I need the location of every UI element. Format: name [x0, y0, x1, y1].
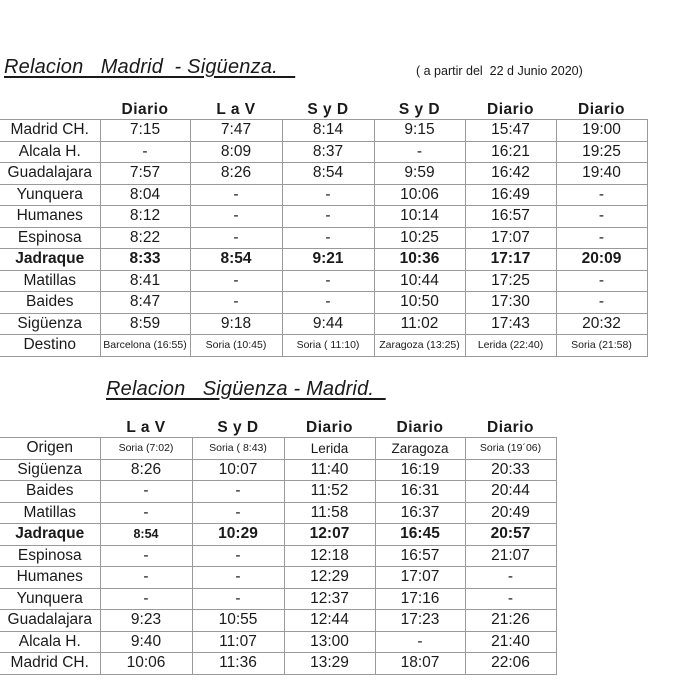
table-row [0, 567, 556, 589]
departure-time: 11:40 [284, 459, 375, 481]
departure-time: - [556, 184, 647, 206]
destination-row [0, 335, 647, 357]
departure-time: - [282, 270, 374, 292]
departure-time: 17:23 [375, 610, 465, 632]
departure-time: 9:21 [282, 249, 374, 271]
departure-time: 21:40 [465, 631, 556, 653]
station-name: Baides [0, 292, 100, 314]
departure-time: 16:37 [375, 502, 465, 524]
station-name: Guadalajara [0, 610, 100, 632]
table-row [0, 292, 647, 314]
departure-time: - [282, 184, 374, 206]
departure-time: 9:15 [374, 120, 465, 142]
departure-time: - [375, 631, 465, 653]
departure-time: 8:22 [100, 227, 190, 249]
departure-time: - [100, 588, 192, 610]
departure-time: 9:18 [190, 313, 282, 335]
departure-time: - [100, 481, 192, 503]
station-name: Alcala H. [0, 141, 100, 163]
departure-time: - [282, 227, 374, 249]
station-name: Jadraque [0, 249, 100, 271]
station-name: Baides [0, 481, 100, 503]
departure-time: 8:37 [282, 141, 374, 163]
departure-time: - [556, 292, 647, 314]
table-row [0, 313, 647, 335]
departure-time: 16:21 [465, 141, 556, 163]
departure-time: 21:07 [465, 545, 556, 567]
table-row [0, 502, 556, 524]
station-name: Humanes [0, 567, 100, 589]
station-name: Madrid CH. [0, 653, 100, 675]
departure-time: - [190, 206, 282, 228]
departure-time: 9:40 [100, 631, 192, 653]
departure-time: 19:25 [556, 141, 647, 163]
station-name: Yunquera [0, 184, 100, 206]
table-row [0, 545, 556, 567]
departure-time: 9:44 [282, 313, 374, 335]
outbound-header-row [0, 97, 647, 120]
departure-time: 12:29 [284, 567, 375, 589]
header-blank [0, 97, 100, 120]
departure-time: 12:18 [284, 545, 375, 567]
departure-time: 8:47 [100, 292, 190, 314]
departure-time: 11:52 [284, 481, 375, 503]
departure-time: 17:43 [465, 313, 556, 335]
table-row [0, 481, 556, 503]
table-row [0, 610, 556, 632]
effective-date-note: ( a partir del 22 d Junio 2020) [416, 64, 583, 78]
departure-time: 17:25 [465, 270, 556, 292]
inbound-title: Relacion Sigüenza - Madrid. [106, 378, 386, 400]
table-row [0, 249, 647, 271]
departure-time: - [192, 588, 284, 610]
station-name: Espinosa [0, 227, 100, 249]
departure-time: - [192, 545, 284, 567]
departure-time: 16:57 [375, 545, 465, 567]
departure-time: - [556, 206, 647, 228]
departure-time: - [192, 502, 284, 524]
destination-value: Lerida (22:40) [465, 335, 556, 357]
departure-time: 10:06 [100, 653, 192, 675]
column-header: S y D [217, 419, 259, 436]
column-header: Diario [121, 101, 169, 118]
departure-time: 10:36 [374, 249, 465, 271]
departure-time: 13:00 [284, 631, 375, 653]
departure-time: 20:49 [465, 502, 556, 524]
column-header: S y D [398, 101, 441, 118]
departure-time: 8:41 [100, 270, 190, 292]
departure-time: 7:47 [190, 120, 282, 142]
column-header: Diario [487, 101, 534, 118]
departure-time: 16:57 [465, 206, 556, 228]
departure-time: 17:07 [375, 567, 465, 589]
station-name: Matillas [0, 270, 100, 292]
table-row [0, 163, 647, 185]
departure-time: - [100, 567, 192, 589]
departure-time: - [190, 184, 282, 206]
departure-time: 20:33 [465, 459, 556, 481]
departure-time: 10:55 [192, 610, 284, 632]
departure-time: 12:07 [284, 524, 375, 546]
column-header: S y D [307, 101, 349, 118]
destination-value: Soria (10:45) [190, 335, 282, 357]
column-header: L a V [216, 101, 256, 118]
departure-time: 11:07 [192, 631, 284, 653]
departure-time: - [465, 588, 556, 610]
outbound-title: Relacion Madrid - Sigüenza. [4, 56, 296, 78]
table-row [0, 524, 556, 546]
departure-time: 15:47 [465, 120, 556, 142]
table-row [0, 206, 647, 228]
departure-time: 20:32 [556, 313, 647, 335]
station-name: Alcala H. [0, 631, 100, 653]
departure-time: 11:02 [374, 313, 465, 335]
departure-time: 20:57 [465, 524, 556, 546]
departure-time: 16:49 [465, 184, 556, 206]
departure-time: 18:07 [375, 653, 465, 675]
departure-time: 20:09 [556, 249, 647, 271]
column-header: Diario [306, 419, 353, 436]
station-name: Yunquera [0, 588, 100, 610]
departure-time: 17:07 [465, 227, 556, 249]
table-row [0, 141, 647, 163]
station-name: Matillas [0, 502, 100, 524]
departure-time: 12:37 [284, 588, 375, 610]
departure-time: 10:29 [192, 524, 284, 546]
origin-row [0, 438, 556, 460]
station-name: Espinosa [0, 545, 100, 567]
departure-time: - [556, 227, 647, 249]
departure-time: - [282, 206, 374, 228]
departure-time: 8:14 [282, 120, 374, 142]
inbound-timetable [0, 415, 557, 675]
departure-time: - [556, 270, 647, 292]
departure-time: 9:59 [374, 163, 465, 185]
departure-time: 17:16 [375, 588, 465, 610]
departure-time: 7:15 [100, 120, 190, 142]
departure-time: 8:33 [100, 249, 190, 271]
table-row [0, 227, 647, 249]
destination-value: Soria (21:58) [556, 335, 647, 357]
departure-time: - [374, 141, 465, 163]
departure-time: 10:07 [192, 459, 284, 481]
departure-time: 17:17 [465, 249, 556, 271]
departure-time: 8:12 [100, 206, 190, 228]
departure-time: 8:54 [100, 524, 192, 546]
departure-time: 16:45 [375, 524, 465, 546]
destination-value: Barcelona (16:55) [100, 335, 190, 357]
column-header: L a V [126, 419, 166, 436]
outbound-timetable [0, 97, 648, 357]
departure-time: - [100, 545, 192, 567]
departure-time: 10:25 [374, 227, 465, 249]
departure-time: 8:59 [100, 313, 190, 335]
table-row [0, 184, 647, 206]
departure-time: 8:09 [190, 141, 282, 163]
departure-time: 19:40 [556, 163, 647, 185]
destination-value: Zaragoza (13:25) [374, 335, 465, 357]
origin-value: Zaragoza [375, 438, 465, 460]
departure-time: 10:06 [374, 184, 465, 206]
table-row [0, 270, 647, 292]
origin-value: Lerida [284, 438, 375, 460]
departure-time: 8:26 [190, 163, 282, 185]
departure-time: 8:54 [282, 163, 374, 185]
header-blank [0, 415, 100, 438]
departure-time: 21:26 [465, 610, 556, 632]
departure-time: 10:50 [374, 292, 465, 314]
table-row [0, 653, 556, 675]
table-row [0, 588, 556, 610]
destination-label: Destino [0, 335, 100, 357]
departure-time: 7:57 [100, 163, 190, 185]
departure-time: 22:06 [465, 653, 556, 675]
departure-time: 13:29 [284, 653, 375, 675]
departure-time: 11:58 [284, 502, 375, 524]
column-header: Diario [396, 419, 444, 436]
station-name: Humanes [0, 206, 100, 228]
column-header: Diario [578, 101, 625, 118]
departure-time: 20:44 [465, 481, 556, 503]
station-name: Sigüenza [0, 459, 100, 481]
departure-time: 10:44 [374, 270, 465, 292]
inbound-header-row [0, 415, 556, 438]
table-row [0, 459, 556, 481]
table-row [0, 631, 556, 653]
origin-value: Soria (19´06) [465, 438, 556, 460]
departure-time: - [100, 141, 190, 163]
departure-time: - [190, 292, 282, 314]
departure-time: 16:19 [375, 459, 465, 481]
departure-time: 8:04 [100, 184, 190, 206]
departure-time: 9:23 [100, 610, 192, 632]
departure-time: - [190, 227, 282, 249]
departure-time: - [190, 270, 282, 292]
departure-time: 19:00 [556, 120, 647, 142]
departure-time: 11:36 [192, 653, 284, 675]
departure-time: - [282, 292, 374, 314]
departure-time: - [192, 567, 284, 589]
destination-value: Soria ( 11:10) [282, 335, 374, 357]
origin-label: Origen [0, 438, 100, 460]
column-header: Diario [487, 419, 534, 436]
departure-time: - [100, 502, 192, 524]
table-row [0, 120, 647, 142]
departure-time: 17:30 [465, 292, 556, 314]
departure-time: 16:31 [375, 481, 465, 503]
station-name: Madrid CH. [0, 120, 100, 142]
station-name: Jadraque [0, 524, 100, 546]
station-name: Sigüenza [0, 313, 100, 335]
departure-time: - [465, 567, 556, 589]
departure-time: 8:26 [100, 459, 192, 481]
departure-time: 10:14 [374, 206, 465, 228]
station-name: Guadalajara [0, 163, 100, 185]
departure-time: - [192, 481, 284, 503]
departure-time: 16:42 [465, 163, 556, 185]
departure-time: 8:54 [190, 249, 282, 271]
origin-value: Soria (7:02) [100, 438, 192, 460]
departure-time: 12:44 [284, 610, 375, 632]
origin-value: Soria ( 8:43) [192, 438, 284, 460]
